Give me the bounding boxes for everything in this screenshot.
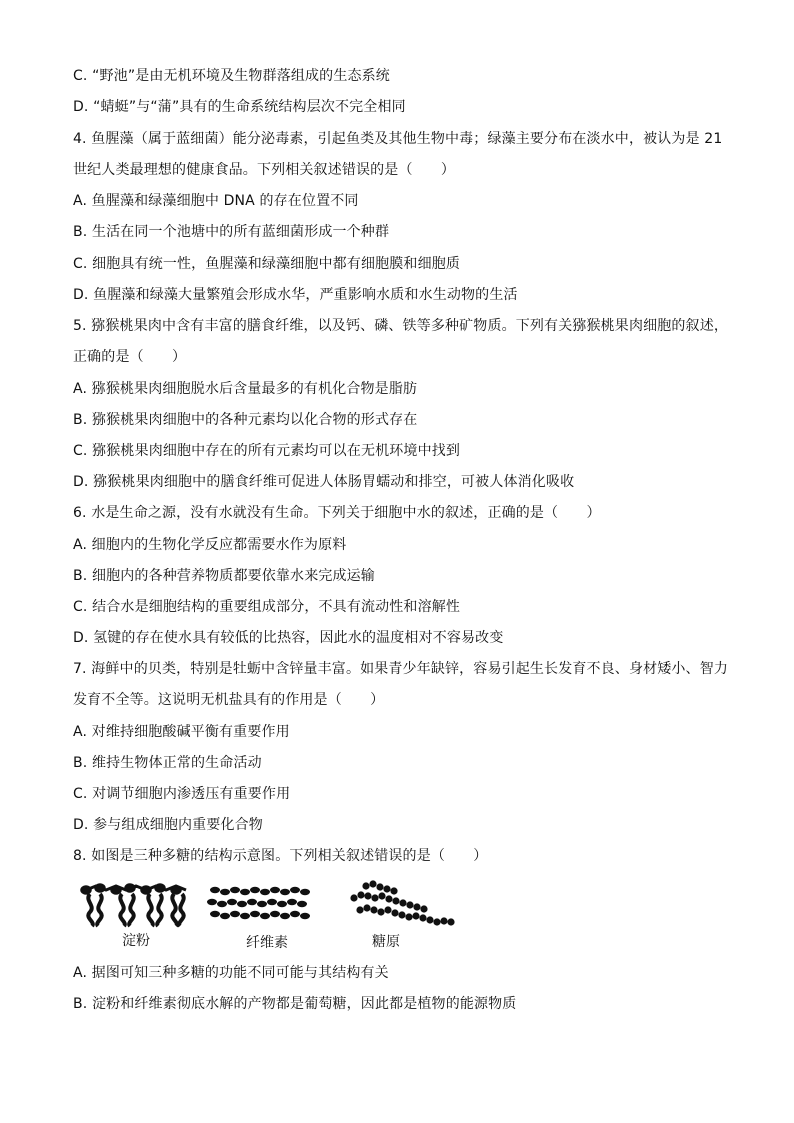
option-4a: A. 鱼腥藻和绿藻细胞中 DNA 的存在位置不同 — [73, 193, 359, 209]
option-7c: C. 对调节细胞内渗透压有重要作用 — [73, 786, 291, 802]
option-5a: A. 猕猴桃果肉细胞脱水后含量最多的有机化合物是脂肪 — [73, 381, 418, 397]
option-5c: C. 猕猴桃果肉细胞中存在的所有元素均可以在无机环境中找到 — [73, 443, 461, 459]
starch-caption: 淀粉 — [122, 933, 150, 949]
option-8a: A. 据图可知三种多糖的功能不同可能与其结构有关 — [73, 965, 389, 981]
polysaccharide-diagram — [70, 876, 470, 932]
question-4-stem-line1: 4. 鱼腥藻（属于蓝细菌）能分泌毒素，引起鱼类及其他生物中毒；绿藻主要分布在淡水中，被认为是 21 — [73, 131, 723, 147]
cellulose-caption: 纤维素 — [246, 935, 288, 951]
option-6c: C. 结合水是细胞结构的重要组成部分，不具有流动性和溶解性 — [73, 599, 461, 615]
option-7b: B. 维持生物体正常的生命活动 — [73, 755, 262, 771]
option-6d: D. 氢键的存在使水具有较低的比热容，因此水的温度相对不容易改变 — [73, 630, 504, 646]
option-4c: C. 细胞具有统一性，鱼腥藻和绿藻细胞中都有细胞膜和细胞质 — [73, 256, 461, 272]
question-7-stem-line1: 7. 海鲜中的贝类，特别是牡蛎中含锌量丰富。如果青少年缺锌，容易引起生长发育不良、身材矮小、智力 — [73, 661, 729, 677]
starch-structure — [81, 884, 186, 926]
option-5b: B. 猕猴桃果肉细胞中的各种元素均以化合物的形式存在 — [73, 412, 418, 428]
option-7a: A. 对维持细胞酸碱平衡有重要作用 — [73, 724, 290, 740]
question-5-stem-line1: 5. 猕猴桃果肉中含有丰富的膳食纤维，以及钙、磷、铁等多种矿物质。下列有关猕猴桃果肉细胞的叙述， — [73, 318, 729, 334]
question-8-stem: 8. 如图是三种多糖的结构示意图。下列相关叙述错误的是（ ） — [73, 848, 488, 864]
glycogen-structure — [350, 880, 454, 925]
option-3d: D. “蜻蜓”与“蒲”具有的生命系统结构层次不完全相同 — [73, 99, 406, 115]
option-8b: B. 淀粉和纤维素彻底水解的产物都是葡萄糖，因此都是植物的能源物质 — [73, 996, 517, 1012]
question-6-stem: 6. 水是生命之源，没有水就没有生命。下列关于细胞中水的叙述，正确的是（ ） — [73, 505, 601, 521]
option-7d: D. 参与组成细胞内重要化合物 — [73, 817, 263, 833]
option-3c: C. “野池”是由无机环境及生物群落组成的生态系统 — [73, 68, 390, 84]
cellulose-structure — [207, 887, 310, 919]
question-7-stem-line2: 发育不全等。这说明无机盐具有的作用是（ ） — [73, 692, 385, 708]
question-5-stem-line2: 正确的是（ ） — [73, 349, 187, 365]
option-4d: D. 鱼腥藻和绿藻大量繁殖会形成水华，严重影响水质和水生动物的生活 — [73, 287, 518, 303]
option-5d: D. 猕猴桃果肉细胞中的膳食纤维可促进人体肠胃蠕动和排空，可被人体消化吸收 — [73, 474, 575, 490]
question-4-stem-line2: 世纪人类最理想的健康食品。下列相关叙述错误的是（ ） — [73, 162, 456, 178]
option-6a: A. 细胞内的生物化学反应都需要水作为原料 — [73, 537, 347, 553]
glycogen-caption: 糖原 — [372, 934, 400, 950]
option-6b: B. 细胞内的各种营养物质都要依靠水来完成运输 — [73, 568, 375, 584]
option-4b: B. 生活在同一个池塘中的所有蓝细菌形成一个种群 — [73, 224, 390, 240]
polysaccharide-structure-figure — [70, 876, 470, 956]
